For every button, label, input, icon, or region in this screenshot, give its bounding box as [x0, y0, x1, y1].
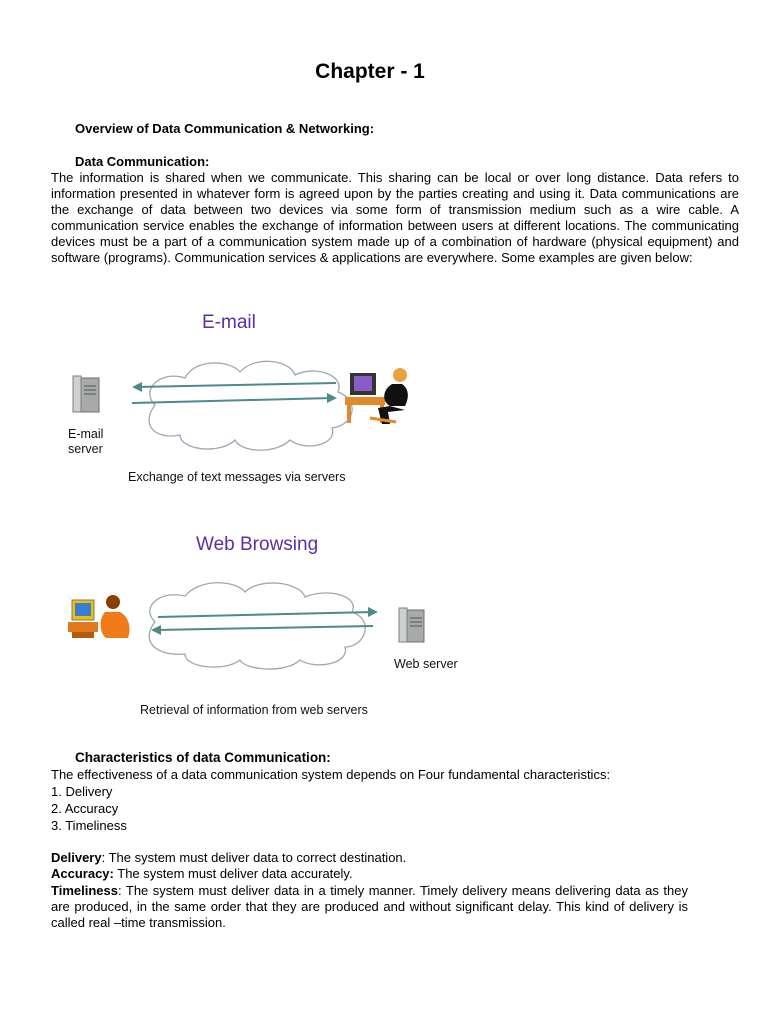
list-item: 1. Delivery	[51, 784, 113, 799]
delivery-term: Delivery	[51, 850, 102, 865]
delivery-definition	[51, 850, 691, 866]
email-diagram	[60, 340, 440, 460]
list-item: 2. Accuracy	[51, 801, 119, 816]
timeliness-text: : The system must deliver data in a timely manner. Timely delivery means delivering data as they are produced, in the same order that they are produced and without significant delay. This kind of delivery is called real –time transmission.	[51, 883, 688, 930]
accuracy-text: The system must deliver data accurately.	[113, 866, 353, 881]
email-server-label-line2: server	[68, 442, 103, 456]
characteristics-list	[51, 783, 127, 834]
server-icon	[73, 376, 99, 412]
cloud-shape	[149, 361, 352, 450]
web-caption: Retrieval of information from web servers	[140, 703, 368, 717]
characteristics-intro: The effectiveness of a data communication system depends on Four fundamental characteristics:	[51, 767, 611, 782]
chapter-title: Chapter - 1	[315, 60, 425, 83]
user-computer-icon	[68, 595, 130, 638]
accuracy-term: Accuracy:	[51, 866, 114, 881]
email-server-label	[68, 427, 103, 457]
email-caption: Exchange of text messages via servers	[128, 470, 346, 484]
timeliness-definition	[51, 883, 688, 931]
server-icon	[399, 608, 424, 642]
web-server-label: Web server	[394, 657, 458, 671]
intro-paragraph: The information is shared when we communicate. This sharing can be local or over long distance. Data refers to information presented in whatever form is agreed upon by the parties creating and using it. Data communications are the exchange of data between two devices via some form of transmission medium such as a wire cable. A communication service enables the exchange of information between users at different locations. The communicating devices must be a part of a communication system made up of a combination of hardware (physical equipment) and software (programs). Communication services & applications are everywhere. Some examples are given below:	[51, 170, 739, 265]
user-computer-icon	[345, 368, 408, 424]
characteristics-heading: Characteristics of data Communication:	[75, 750, 331, 765]
web-diagram-title: Web Browsing	[196, 534, 319, 555]
overview-heading: Overview of Data Communication & Networking:	[75, 121, 375, 136]
delivery-text: : The system must deliver data to correct destination.	[101, 850, 407, 865]
accuracy-definition	[51, 866, 691, 882]
email-server-label-line1: E-mail	[68, 427, 104, 441]
data-communication-heading: Data Communication:	[75, 154, 210, 169]
email-diagram-title: E-mail	[202, 312, 256, 333]
list-item: 3. Timeliness	[51, 818, 127, 833]
timeliness-term: Timeliness	[51, 883, 118, 898]
